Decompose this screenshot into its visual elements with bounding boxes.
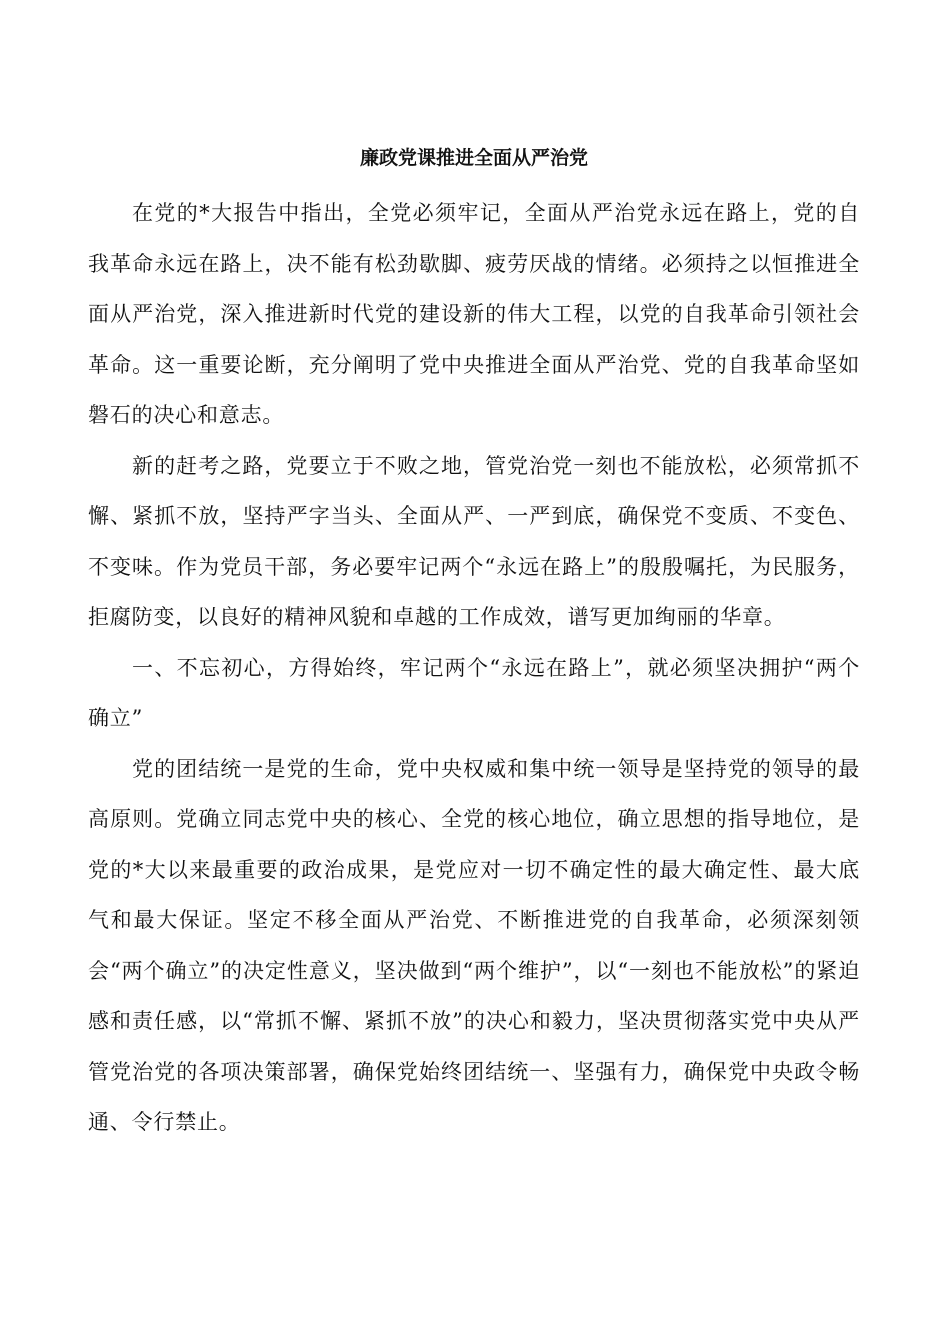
section-heading-1: 一、不忘初心，方得始终，牢记两个“永远在路上”，就必须坚决拥护“两个确立” [88, 655, 860, 730]
paragraph-unity: 党的团结统一是党的生命，党中央权威和集中统一领导是坚持党的领导的最高原则。党确立同志党中央的核心、全党的核心地位，确立思想的指导地位，是党的*大以来最重要的政治成果，是党应对一切不确定性的最大确定性、最大底气和最大保证。坚定不移全面从严治党、不断推进党的自我革命，必须深刻领会“两个确立”的决定性意义，坚决做到“两个维护”，以“一刻也不能放松”的紧迫感和责任感，以“常抓不懈、紧抓不放”的决心和毅力，坚决贯彻落实党中央从严管党治党的各项决策部署，确保党始终团结统一、坚强有力，确保党中央政令畅通、令行禁止。 [88, 756, 860, 1134]
document-title: 廉政党课推进全面从严治党 [359, 147, 588, 169]
paragraph-intro: 在党的*大报告中指出，全党必须牢记，全面从严治党永远在路上，党的自我革命永远在路上，决不能有松劲歇脚、疲劳厌战的情绪。必须持之以恒推进全面从严治党，深入推进新时代党的建设新的伟大工程，以党的自我革命引领社会革命。这一重要论断，充分阐明了党中央推进全面从严治党、党的自我革命坚如磐石的决心和意志。 [88, 201, 860, 427]
paragraph-new-journey: 新的赶考之路，党要立于不败之地，管党治党一刻也不能放松，必须常抓不懈、紧抓不放，坚持严字当头、全面从严、一严到底，确保党不变质、不变色、不变味。作为党员干部，务必要牢记两个“永远在路上”的殷殷嘱托，为民服务，拒腐防变，以良好的精神风貌和卓越的工作成效，谱写更加绚丽的华章。 [88, 453, 860, 629]
document-body [88, 188, 860, 1148]
